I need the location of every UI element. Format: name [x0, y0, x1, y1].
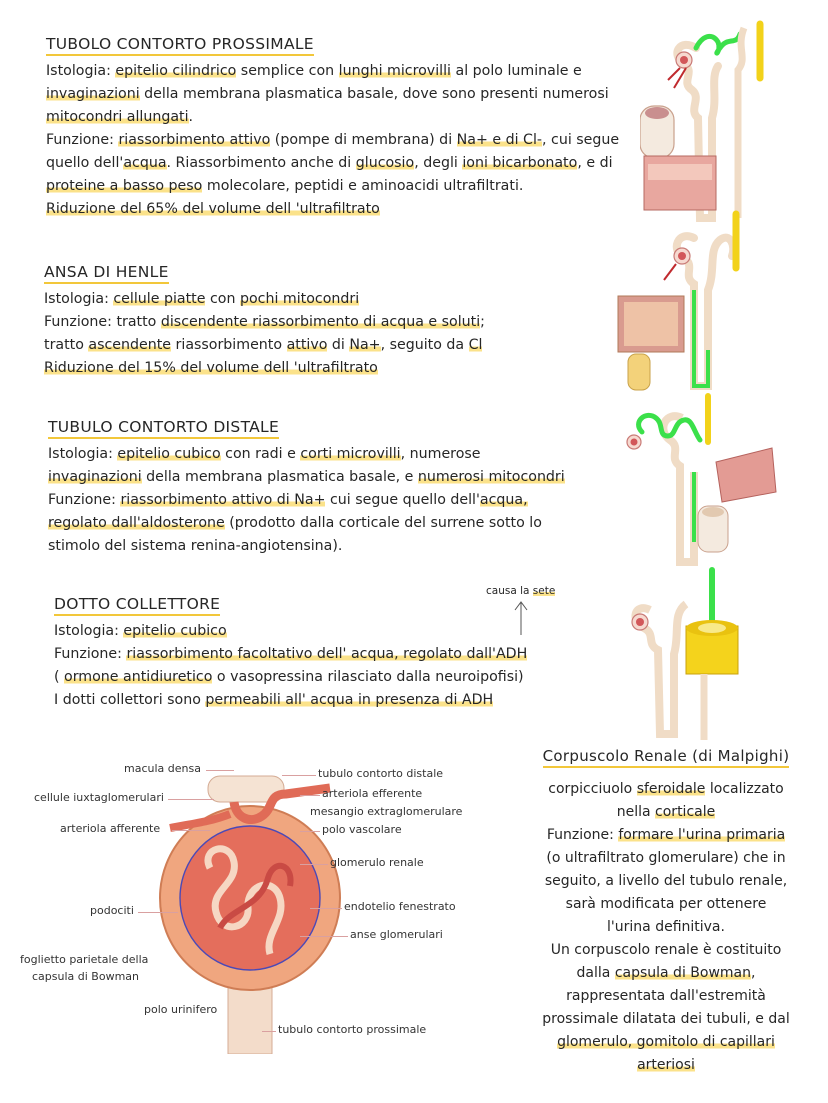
label-mesangio: mesangio extraglomerulare — [310, 805, 463, 818]
highlighted-text: corti microvilli — [300, 446, 401, 462]
text-run: sarà modificata per ottenere — [565, 896, 767, 912]
section-dotto-collettore — [54, 594, 527, 712]
text-run: dalla — [576, 965, 615, 981]
text-line — [44, 288, 485, 311]
text-run: ; — [480, 314, 485, 330]
highlighted-text: ioni bicarbonato — [462, 155, 578, 171]
text-line — [54, 689, 527, 712]
text-run: molecolare, peptidi e aminoacidi ultrafiltrati. — [202, 178, 524, 194]
label-foglietto-2: capsula di Bowman — [32, 970, 140, 983]
text-run: , numerose — [400, 446, 481, 462]
label-tubulo-prossimale: tubulo contorto prossimale — [278, 1023, 427, 1036]
text-line — [531, 939, 801, 962]
text-run: con — [205, 291, 240, 307]
text-run: Funzione: — [48, 492, 121, 508]
text-run: . Riassorbimento anche di — [166, 155, 356, 171]
text-run: prossimale dilatata dei tubuli, e dal — [542, 1011, 790, 1027]
text-line — [46, 106, 619, 129]
label-arteriola-afferente: arteriola afferente — [60, 822, 161, 835]
text-run: rappresentata dall'estremità — [566, 988, 766, 1004]
text-line — [48, 489, 565, 512]
nephron-figure-proximal — [640, 18, 770, 238]
text-run: (o ultrafiltrato glomerulare) che in — [546, 850, 786, 866]
text-run: quello dell' — [46, 155, 124, 171]
text-run: corpicciuolo — [548, 781, 637, 797]
text-run: Istologia: — [54, 623, 124, 639]
label-endotelio: endotelio fenestrato — [344, 900, 456, 913]
section-heading: DOTTO COLLETTORE — [54, 595, 220, 616]
highlighted-text: formare l'urina primaria — [618, 827, 786, 843]
text-line — [531, 893, 801, 916]
text-line — [531, 870, 801, 893]
highlighted-text: discendente riassorbimento di acqua e soluti — [160, 314, 481, 330]
text-line — [46, 198, 619, 221]
text-run: , seguito da — [380, 337, 469, 353]
label-macula-densa: macula densa — [124, 762, 201, 775]
leader-line — [138, 912, 178, 913]
text-line — [531, 847, 801, 870]
highlighted-text: capsula di Bowman — [614, 965, 751, 981]
text-run: nella — [616, 804, 656, 820]
highlighted-text: epitelio cilindrico — [115, 63, 237, 79]
highlighted-text: attivo — [286, 337, 328, 353]
highlighted-text: lunghi microvilli — [338, 63, 451, 79]
text-line — [44, 357, 485, 380]
highlighted-text: corticale — [655, 804, 716, 820]
highlighted-text: invaginazioni — [48, 469, 142, 485]
highlighted-text: mitocondri allungati — [46, 109, 189, 125]
highlighted-text: regolato dall'aldosterone — [48, 515, 225, 531]
up-arrow-icon — [514, 600, 528, 636]
text-run: Funzione: — [54, 646, 127, 662]
text-run: Istologia: — [48, 446, 118, 462]
text-run: o vasopressina rilasciato dalla neuroipofisi) — [212, 669, 524, 685]
text-run: localizzato — [705, 781, 784, 797]
label-arteriola-efferente: arteriola efferente — [322, 787, 423, 800]
leader-line — [262, 1031, 276, 1032]
highlighted-text: epitelio cubico — [117, 446, 221, 462]
text-run: cui segue quello dell' — [325, 492, 480, 508]
label-polo-urinifero: polo urinifero — [144, 1003, 218, 1016]
text-run: Istologia: — [44, 291, 114, 307]
highlighted-text: Na+ — [349, 337, 381, 353]
nephron-figure-distal — [612, 392, 782, 572]
section-heading: TUBOLO CONTORTO PROSSIMALE — [46, 35, 314, 56]
text-line — [54, 620, 527, 643]
text-run: , e di — [577, 155, 613, 171]
text-run: seguito, a livello del tubulo renale, — [544, 873, 788, 889]
thirst-annotation — [486, 585, 555, 597]
leader-line — [300, 795, 320, 796]
highlighted-text: invaginazioni — [46, 86, 140, 102]
text-line — [44, 311, 485, 334]
section-tubolo-prossimale — [46, 34, 619, 221]
label-cellule-iuxta: cellule iuxtaglomerulari — [34, 791, 164, 804]
text-run: con radi e — [220, 446, 301, 462]
text-line — [46, 129, 619, 152]
text-run: l'urina definitiva. — [607, 919, 725, 935]
text-run: . — [188, 109, 194, 125]
text-line — [48, 535, 565, 558]
text-run: , cui segue — [542, 132, 620, 148]
text-line — [46, 152, 619, 175]
leader-line — [282, 775, 316, 776]
label-tubulo-distale: tubulo contorto distale — [318, 767, 444, 780]
text-run: Funzione: — [546, 827, 619, 843]
text-run: riassorbimento — [171, 337, 287, 353]
highlighted-text: acqua, — [479, 492, 528, 508]
highlighted-text: arteriosi — [637, 1057, 695, 1073]
highlighted-text: Riduzione del 15% del volume dell 'ultrafiltrato — [44, 360, 378, 376]
text-run: di — [327, 337, 350, 353]
leader-line — [172, 830, 210, 831]
highlighted-text: numerosi mitocondri — [417, 469, 565, 485]
text-line — [531, 824, 801, 847]
text-run: semplice con — [236, 63, 339, 79]
label-glomerulo: glomerulo renale — [330, 856, 424, 869]
leader-line — [168, 799, 214, 800]
text-run: Funzione: — [46, 132, 119, 148]
label-polo-vascolare: polo vascolare — [322, 823, 402, 836]
text-run: stimolo del sistema renina-angiotensina). — [48, 538, 343, 554]
text-run: ( — [54, 669, 65, 685]
section-heading: TUBULO CONTORTO DISTALE — [48, 418, 279, 439]
text-line — [46, 83, 619, 106]
text-run: , degli — [414, 155, 463, 171]
highlighted-text: riassorbimento attivo — [118, 132, 271, 148]
highlighted-text: Riduzione del 65% del volume dell 'ultrafiltrato — [46, 201, 380, 217]
nephron-figure-collecting — [614, 564, 764, 744]
text-run: , — [751, 965, 756, 981]
text-line — [54, 666, 527, 689]
text-line — [46, 60, 619, 83]
highlighted-text: permeabili all' acqua in presenza di ADH — [205, 692, 494, 708]
label-foglietto-1: foglietto parietale della — [20, 953, 149, 966]
text-run: I dotti collettori sono — [54, 692, 206, 708]
highlighted-text: ormone antidiuretico — [64, 669, 213, 685]
text-line — [531, 801, 801, 824]
text-line — [531, 1008, 801, 1031]
highlighted-text: sferoidale — [636, 781, 706, 797]
label-podociti: podociti — [90, 904, 134, 917]
leader-line — [206, 770, 234, 771]
highlighted-text: ascendente — [88, 337, 172, 353]
highlighted-text: pochi mitocondri — [239, 291, 360, 307]
text-line — [54, 643, 527, 666]
text-line — [44, 334, 485, 357]
text-run: tratto — [44, 337, 89, 353]
text-line — [531, 962, 801, 985]
text-line — [531, 778, 801, 801]
leader-line — [300, 831, 320, 832]
highlighted-text: acqua — [123, 155, 167, 171]
highlighted-text: riassorbimento facoltativo dell' acqua, regolato dall'ADH — [126, 646, 528, 662]
nephron-figure-henle — [616, 210, 766, 396]
text-run: al polo luminale e — [450, 63, 582, 79]
text-line — [46, 175, 619, 198]
text-line — [531, 985, 801, 1008]
highlighted-text: Cl — [468, 337, 483, 353]
highlighted-text: epitelio cubico — [123, 623, 227, 639]
text-run: causa la — [486, 585, 533, 597]
text-line — [48, 512, 565, 535]
text-line — [48, 466, 565, 489]
text-run: della membrana plasmatica basale, dove sono presenti numerosi — [139, 86, 609, 102]
section-tubulo-distale — [48, 417, 565, 558]
section-heading: ANSA DI HENLE — [44, 263, 169, 284]
highlighted-text: glucosio — [355, 155, 415, 171]
leader-line — [310, 908, 342, 909]
highlighted-text: riassorbimento attivo di Na+ — [120, 492, 326, 508]
corpuscle-heading: Corpuscolo Renale (di Malpighi) — [543, 747, 790, 768]
corpuscle-description — [531, 746, 801, 1077]
highlighted-text: Na+ e di Cl- — [456, 132, 543, 148]
text-run: Istologia: — [46, 63, 116, 79]
highlighted-text: cellule piatte — [113, 291, 206, 307]
text-run: Un corpuscolo renale è costituito — [550, 942, 782, 958]
leader-line — [300, 936, 348, 937]
text-line — [531, 1031, 801, 1054]
section-ansa-henle — [44, 262, 485, 380]
leader-line — [300, 864, 328, 865]
text-run: Funzione: tratto — [44, 314, 161, 330]
text-run: della membrana plasmatica basale, e — [141, 469, 418, 485]
highlighted-text: proteine a basso peso — [46, 178, 203, 194]
highlighted-text: sete — [532, 585, 556, 597]
text-run: (pompe di membrana) di — [270, 132, 457, 148]
text-line — [48, 443, 565, 466]
text-line — [531, 916, 801, 939]
text-run: (prodotto dalla corticale del surrene sotto lo — [224, 515, 542, 531]
label-anse: anse glomerulari — [350, 928, 443, 941]
text-line — [531, 1054, 801, 1077]
highlighted-text: glomerulo, gomitolo di capillari — [557, 1034, 775, 1050]
